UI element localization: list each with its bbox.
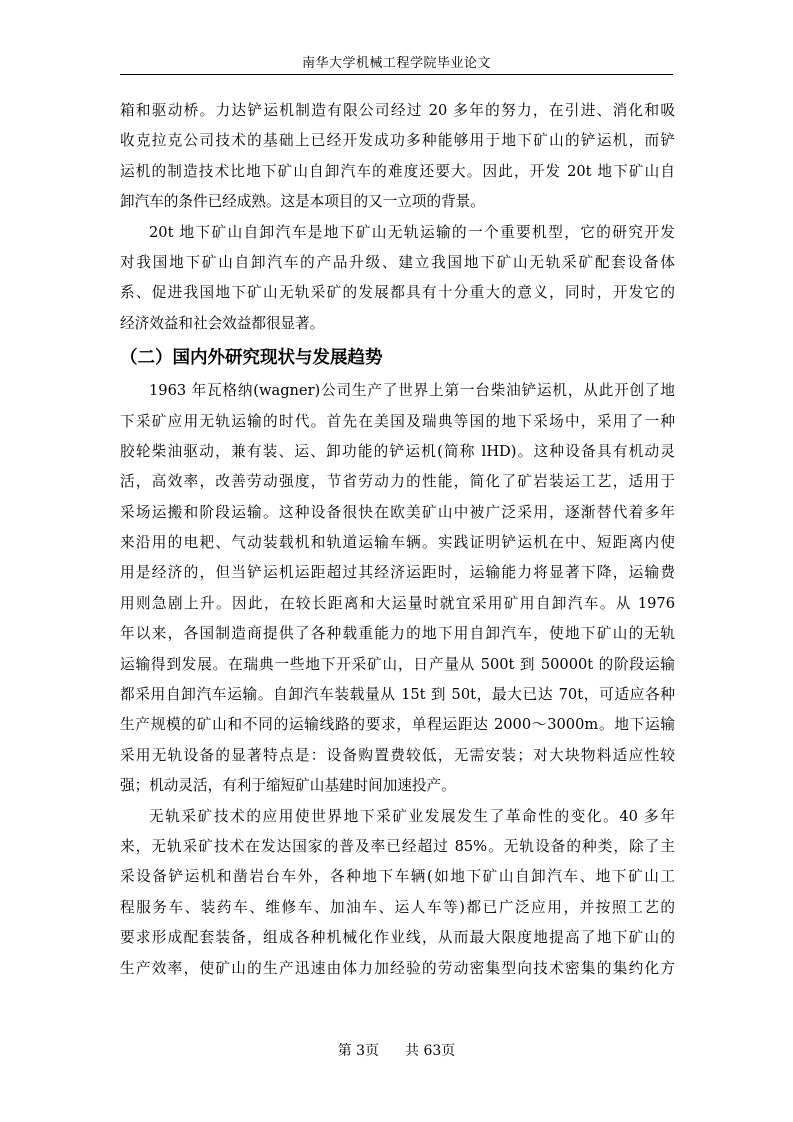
text-line: 箱和驱动桥。力达铲运机制造有限公司经过 20 多年的努力，在引进、消化和吸 <box>120 102 675 119</box>
paragraph-1 <box>120 96 675 218</box>
text-line: 强；机动灵活，有利于缩短矿山基建时间加速投产。 <box>120 777 456 795</box>
text-line: 对我国地下矿山自卸汽车的产品升级、建立我国地下矿山无轨采矿配套设备体 <box>120 253 675 271</box>
text-line: 生产规模的矿山和不同的运输线路的要求，单程运距达 2000～3000m。地下运输 <box>120 716 675 734</box>
text-line: 用则急剧上升。因此，在较长距离和大运量时就宜采用矿用自卸汽车。从 1976 <box>120 594 675 612</box>
text-line: 系、促进我国地下矿山无轨采矿的发展都具有十分重大的意义，同时，开发它的 <box>120 284 675 302</box>
text-line: 来沿用的电耙、气动装载机和轨道运输车辆。实践证明铲运机在中、短距离内使 <box>120 534 675 552</box>
running-header: 南华大学机械工程学院毕业论文 <box>301 56 491 71</box>
paragraph-3 <box>120 376 675 801</box>
text-line: 无轨采矿技术的应用使世界地下采矿业发展发生了革命性的变化。40 多年 <box>149 807 675 825</box>
text-line: 收克拉克公司技术的基础上已经开发成功多种能够用于地下矿山的铲运机，而铲 <box>120 132 675 150</box>
text-line: 20t 地下矿山自卸汽车是地下矿山无轨运输的一个重要机型，它的研究开发 <box>149 223 675 241</box>
text-line: 程服务车、装药车、维修车、加油车、运人车等)都已广泛应用，并按照工艺的 <box>120 898 675 916</box>
header-rule <box>120 74 673 75</box>
text-line: 经济效益和社会效益都很显著。 <box>120 314 325 332</box>
text-line: 用是经济的，但当铲运机运距超过其经济运距时，运输能力将显著下降，运输费 <box>120 564 675 582</box>
text-line: 要求形成配套装备，组成各种机械化作业线，从而最大限度地提高了地下矿山的 <box>120 929 675 947</box>
text-line: 运机的制造技术比地下矿山自卸汽车的难度还要大。因此，开发 20t 地下矿山自 <box>120 162 675 180</box>
text-line: 活，高效率，改善劳动强度，节省劳动力的性能，简化了矿岩装运工艺，适用于 <box>120 473 675 491</box>
paragraph-2 <box>120 218 675 340</box>
text-line: 采设备铲运机和凿岩台车外，各种地下车辆(如地下矿山自卸汽车、地下矿山工 <box>120 868 675 886</box>
page-total: 共 63页 <box>405 1043 456 1059</box>
body-text <box>120 96 675 984</box>
page-number: 第 3页 <box>337 1043 380 1059</box>
text-line: 卸汽车的条件已经成熟。这是本项目的又一立项的背景。 <box>120 193 485 211</box>
text-line: 来，无轨采矿技术在发达国家的普及率已经超过 85%。无轨设备的种类，除了主 <box>120 837 675 855</box>
text-line: 生产效率，使矿山的生产迅速由体力加经验的劳动密集型向技术密集的集约化方 <box>120 959 675 977</box>
text-line: 胶轮柴油驱动，兼有装、运、卸功能的铲运机(简称 lHD)。这种设备具有机动灵 <box>120 442 675 460</box>
text-line: 采场运搬和阶段运输。这种设备很快在欧美矿山中被广泛采用，逐渐替代着多年 <box>120 503 675 521</box>
text-line: 1963 年瓦格纳(wagner)公司生产了世界上第一台柴油铲运机，从此开创了地 <box>149 382 675 400</box>
text-line: 都采用自卸汽车运输。自卸汽车装载量从 15t 到 50t，最大已达 70t，可适应各种 <box>120 686 675 704</box>
text-line: 年以来，各国制造商提供了各种载重能力的地下用自卸汽车，使地下矿山的无轨 <box>120 625 675 643</box>
paragraph-4 <box>120 802 675 984</box>
text-line: 采用无轨设备的显著特点是：设备购置费较低，无需安装；对大块物料适应性较 <box>120 746 675 764</box>
page-footer <box>120 1040 673 1060</box>
text-line: 运输得到发展。在瑞典一些地下开采矿山，日产量从 500t 到 50000t 的阶段运输 <box>120 655 675 673</box>
text-line: 下采矿应用无轨运输的时代。首先在美国及瑞典等国的地下采场中，采用了一种 <box>120 412 675 430</box>
section-heading: （二）国内外研究现状与发展趋势 <box>120 348 383 369</box>
